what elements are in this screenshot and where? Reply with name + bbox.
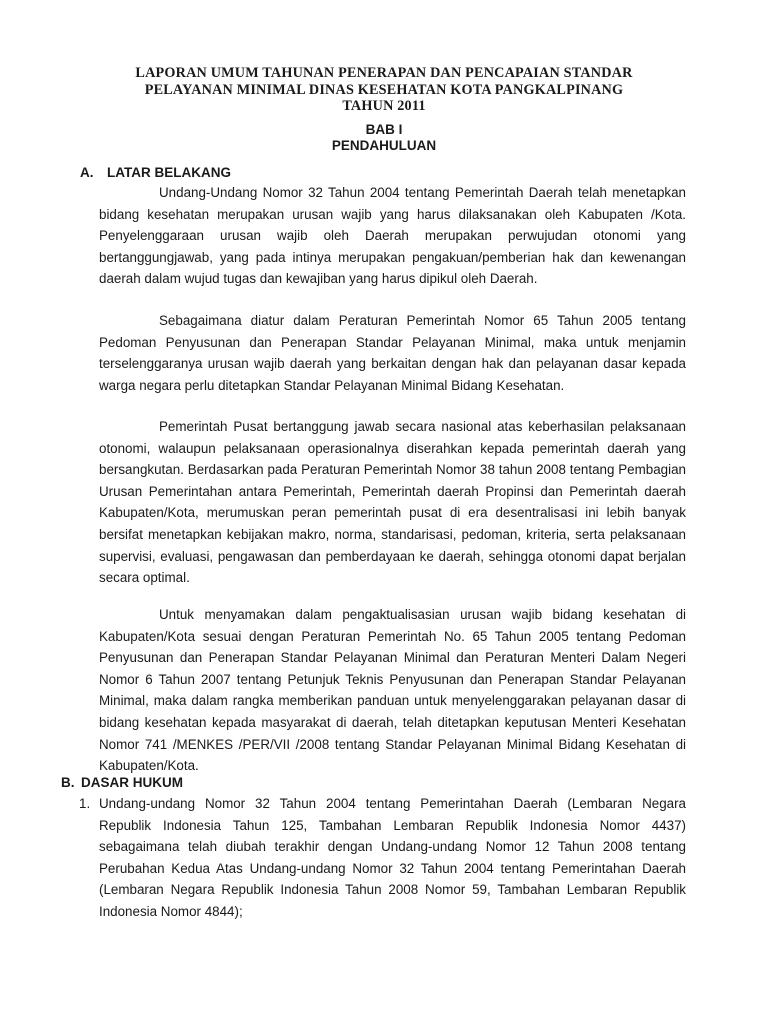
section-a-letter: A. xyxy=(80,165,94,180)
paragraph: Pemerintah Pusat bertanggung jawab secara nasional atas keberhasilan pelaksanaan otonomi, walaupun pelaksanaan operasionalnya diserahkan kepada pemerintah daerah yang bersangkutan. Berdasarkan pada Peraturan Pemerintah Nomor 38 tahun 2008 tentang Pembagian Urusan Pemerintahan antara Pemerintah, Pemerintah daerah Propinsi dan Pemerintah daerah Kabupaten/Kota, merumuskan peran pemerintah pusat di era desentralisasi ini lebih banyak bersifat menetapkan kebijakan makro, norma, standarisasi, pedoman, kriteria, serta pelaksanaan supervisi, evaluasi, pengawasan dan pemberdayaan ke daerah, sehingga otonomi dapat berjalan secara optimal. xyxy=(99,419,686,586)
report-title xyxy=(40,65,728,115)
section-b-letter: B. xyxy=(61,775,75,790)
report-title-line: TAHUN 2011 xyxy=(342,98,426,114)
report-title-line: LAPORAN UMUM TAHUNAN PENERAPAN DAN PENCAPAIAN STANDAR xyxy=(135,65,633,81)
chapter-number: BAB I xyxy=(365,122,403,137)
section-a-heading xyxy=(80,164,231,181)
list-item-text: Undang-undang Nomor 32 Tahun 2004 tentang Pemerintahan Daerah (Lembaran Negara Republik Indonesia Tahun 125, Tambahan Lembaran Republik Indonesia Nomor 4437) sebagaimana telah diubah terakhir dengan Undang-undang Nomor 12 Tahun 2008 tentang Perubahan Kedua Atas Undang-undang Nomor 32 Tahun 2004 tentang Pemerintahan Daerah (Lembaran Negara Republik Indonesia Tahun 2008 Nomor 59, Tambahan Lembaran Republik Indonesia Nomor 4844); xyxy=(99,796,686,919)
chapter-heading xyxy=(0,122,768,154)
list-item-number: 1. xyxy=(79,796,91,811)
paragraph: Undang-Undang Nomor 32 Tahun 2004 tentang Pemerintah Daerah telah menetapkan bidang kesehatan merupakan urusan wajib yang harus dilaksanakan oleh Kabupaten /Kota. Penyelenggaraan urusan wajib oleh Daerah merupakan perwujudan otonomi yang bertanggungjawab, yang pada intinya merupakan pengakuan/pemberian hak dan kewenangan daerah dalam wujud tugas dan kewajiban yang harus dipikul oleh Daerah. xyxy=(99,185,686,287)
paragraph: Untuk menyamakan dalam pengaktualisasian urusan wajib bidang kesehatan di Kabupaten/Kota sesuai dengan Peraturan Pemerintah No. 65 Tahun 2005 tentang Pedoman Penyusunan dan Penerapan Standar Pelayanan Minimal dan Peraturan Menteri Dalam Negeri Nomor 6 Tahun 2007 tentang Petunjuk Teknis Penyusunan dan Penerapan Standar Pelayanan Minimal, maka dalam rangka memberikan panduan untuk menyelenggarakan pelayanan dasar di bidang kesehatan kepada masyarakat di daerah, telah ditetapkan keputusan Menteri Kesehatan Nomor 741 /MENKES /PER/VII /2008 tentang Standar Pelayanan Minimal Bidang Kesehatan di Kabupaten/Kota. xyxy=(99,607,686,774)
report-title-line: PELAYANAN MINIMAL DINAS KESEHATAN KOTA PANGKALPINANG xyxy=(144,81,624,98)
paragraph: Sebagaimana diatur dalam Peraturan Pemerintah Nomor 65 Tahun 2005 tentang Pedoman Penyusunan dan Penerapan Standar Pelayanan Minimal, maka untuk menjamin terselenggaranya urusan wajib daerah yang berkaitan dengan hak dan pelayanan dasar kepada warga negara perlu ditetapkan Standar Pelayanan Minimal Bidang Kesehatan. xyxy=(99,313,686,393)
section-b-heading xyxy=(61,774,183,791)
section-b-title: DASAR HUKUM xyxy=(81,775,183,790)
section-a-title: LATAR BELAKANG xyxy=(107,165,231,180)
list-item xyxy=(79,793,686,923)
chapter-title: PENDAHULUAN xyxy=(331,138,437,153)
